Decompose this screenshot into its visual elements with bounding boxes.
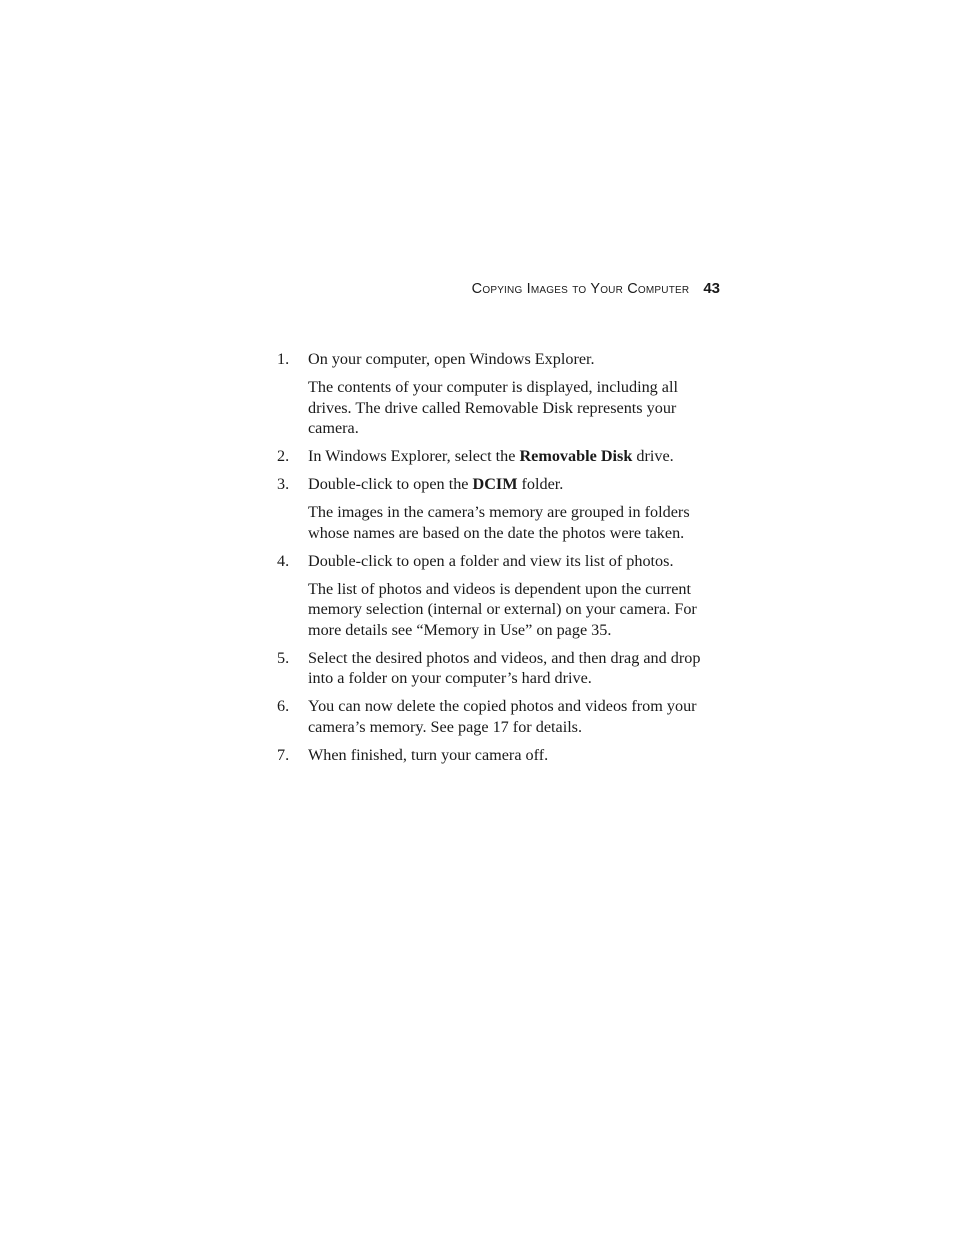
running-header (472, 280, 720, 297)
step-number: 2. (277, 447, 290, 465)
drive-name: Removable Disk (519, 447, 633, 465)
step-text: When finished, turn your camera off. (308, 745, 549, 764)
step-number: 6. (277, 697, 290, 715)
folder-name: DCIM (472, 475, 518, 493)
step-text: Double-click to open a folder and view its list of photos. (308, 551, 674, 570)
step-1 (277, 349, 717, 370)
step-text (308, 474, 717, 495)
step-text-lead: Double-click to open the (308, 475, 473, 493)
step-text-tail: folder. (517, 475, 564, 493)
step-text (308, 446, 717, 467)
instruction-list (277, 349, 717, 773)
step-1-note: The contents of your computer is displayed, including all drives. The drive called Removable Disk represents your camera. (308, 378, 678, 437)
step-number: 5. (277, 648, 290, 667)
step-text: Select the desired photos and videos, and then drag and drop into a folder on your computer’s hard drive. (308, 648, 701, 687)
step-6 (277, 696, 717, 737)
step-4 (277, 551, 717, 572)
step-5 (277, 648, 717, 689)
running-title: Copying Images to Your Computer (471, 281, 690, 297)
step-7 (277, 745, 717, 766)
step-number: 3. (277, 475, 290, 493)
step-text: On your computer, open Windows Explorer. (308, 350, 595, 368)
step-text: You can now delete the copied photos and videos from your camera’s memory. See page 17 for details. (308, 697, 697, 736)
step-number: 1. (277, 350, 290, 368)
step-text-tail: drive. (632, 447, 674, 465)
step-text-lead: In Windows Explorer, select the (308, 447, 520, 465)
step-number: 4. (277, 551, 290, 570)
page-number: 43 (703, 280, 720, 297)
step-4-note: The list of photos and videos is dependent upon the current memory selection (internal or external) on your camera. For more details see “Memory in Use” on page 35. (308, 579, 697, 639)
step-3 (277, 474, 717, 495)
step-2 (277, 446, 717, 467)
step-number: 7. (277, 745, 290, 764)
step-3-note: The images in the camera’s memory are grouped in folders whose names are based on the date the photos were taken. (308, 503, 690, 542)
